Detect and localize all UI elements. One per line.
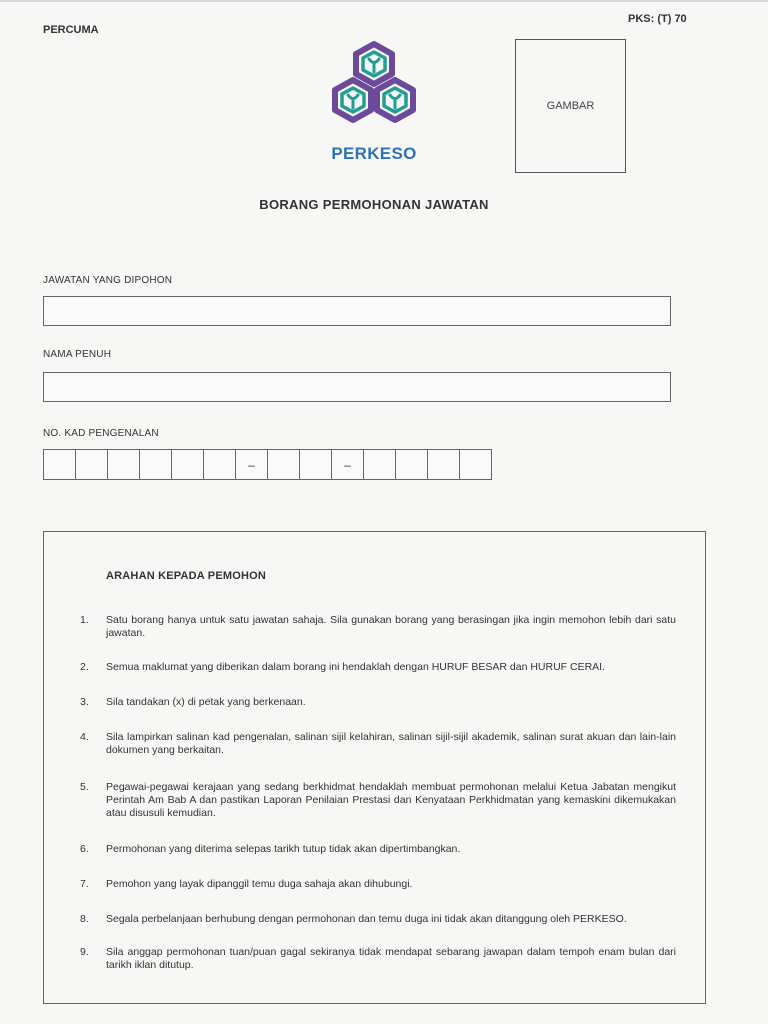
perkeso-logo <box>320 40 428 170</box>
instruction-number: 2. <box>80 661 89 673</box>
ic-digit-box[interactable] <box>75 449 108 480</box>
photo-label: GAMBAR <box>546 100 595 112</box>
perkeso-logo-icon <box>326 40 422 140</box>
instruction-text: Sila anggap permohonan tuan/puan gagal sekiranya tidak mendapat sebarang jawapan dalam tempoh enam bulan dari tarikh iklan ditutup. <box>106 946 676 971</box>
ic-number-label: NO. KAD PENGENALAN <box>43 428 159 439</box>
instruction-text: Sila lampirkan salinan kad pengenalan, salinan sijil kelahiran, salinan sijil-sijil akademik, salinan surat akuan dan lain-lain dokumen yang berkaitan. <box>106 731 676 756</box>
instruction-text: Pemohon yang layak dipanggil temu duga sahaja akan dihubungi. <box>106 878 413 890</box>
perkeso-logo-text: PERKESO <box>331 144 417 163</box>
instruction-text: Pegawai-pegawai kerajaan yang sedang berkhidmat hendaklah membuat permohonan melalui Ketua Jabatan mengikut Perintah Am Bab A dan pastikan Laporan Penilaian Prestasi dan Kenyataan Perkhidmatan yang kemaskini dikemukakan atau disusuli kemudian. <box>106 781 676 819</box>
ic-digit-box[interactable] <box>427 449 460 480</box>
ic-separator: – <box>235 449 268 480</box>
ic-digit-box[interactable] <box>363 449 396 480</box>
position-field[interactable] <box>43 296 671 326</box>
instruction-number: 1. <box>80 614 89 626</box>
ic-digit-box[interactable] <box>459 449 492 480</box>
ic-number-field[interactable] <box>43 449 491 480</box>
ic-digit-box[interactable] <box>395 449 428 480</box>
instruction-text: Satu borang hanya untuk satu jawatan sahaja. Sila gunakan borang yang berasingan jika ingin memohon lebih dari satu jawatan. <box>106 614 676 639</box>
instruction-number: 5. <box>80 781 89 793</box>
page-top-edge <box>0 0 768 2</box>
instruction-text: Semua maklumat yang diberikan dalam borang ini hendaklah dengan HURUF BESAR dan HURUF CERAI. <box>106 661 605 673</box>
free-label: PERCUMA <box>43 24 99 36</box>
ic-digit-box[interactable] <box>43 449 76 480</box>
form-code: PKS: (T) 70 <box>628 13 687 25</box>
instruction-number: 7. <box>80 878 89 890</box>
ic-digit-box[interactable] <box>203 449 236 480</box>
ic-digit-box[interactable] <box>171 449 204 480</box>
photo-box[interactable] <box>515 39 626 173</box>
instructions-box <box>43 531 706 1004</box>
instruction-number: 9. <box>80 946 89 958</box>
instruction-number: 4. <box>80 731 89 743</box>
instruction-number: 8. <box>80 913 89 925</box>
instruction-text: Sila tandakan (x) di petak yang berkenaan. <box>106 696 306 708</box>
ic-separator: – <box>331 449 364 480</box>
form-title: BORANG PERMOHONAN JAWATAN <box>259 197 489 212</box>
full-name-field[interactable] <box>43 372 671 402</box>
instruction-text: Permohonan yang diterima selepas tarikh tutup tidak akan dipertimbangkan. <box>106 843 461 855</box>
position-label: JAWATAN YANG DIPOHON <box>43 275 173 286</box>
instructions-title: ARAHAN KEPADA PEMOHON <box>106 570 267 582</box>
ic-digit-box[interactable] <box>299 449 332 480</box>
ic-digit-box[interactable] <box>267 449 300 480</box>
instruction-text: Segala perbelanjaan berhubung dengan permohonan dan temu duga ini tidak akan ditanggung oleh PERKESO. <box>106 913 627 925</box>
full-name-label: NAMA PENUH <box>43 349 112 360</box>
instruction-number: 3. <box>80 696 89 708</box>
instruction-number: 6. <box>80 843 89 855</box>
ic-digit-box[interactable] <box>139 449 172 480</box>
ic-digit-box[interactable] <box>107 449 140 480</box>
